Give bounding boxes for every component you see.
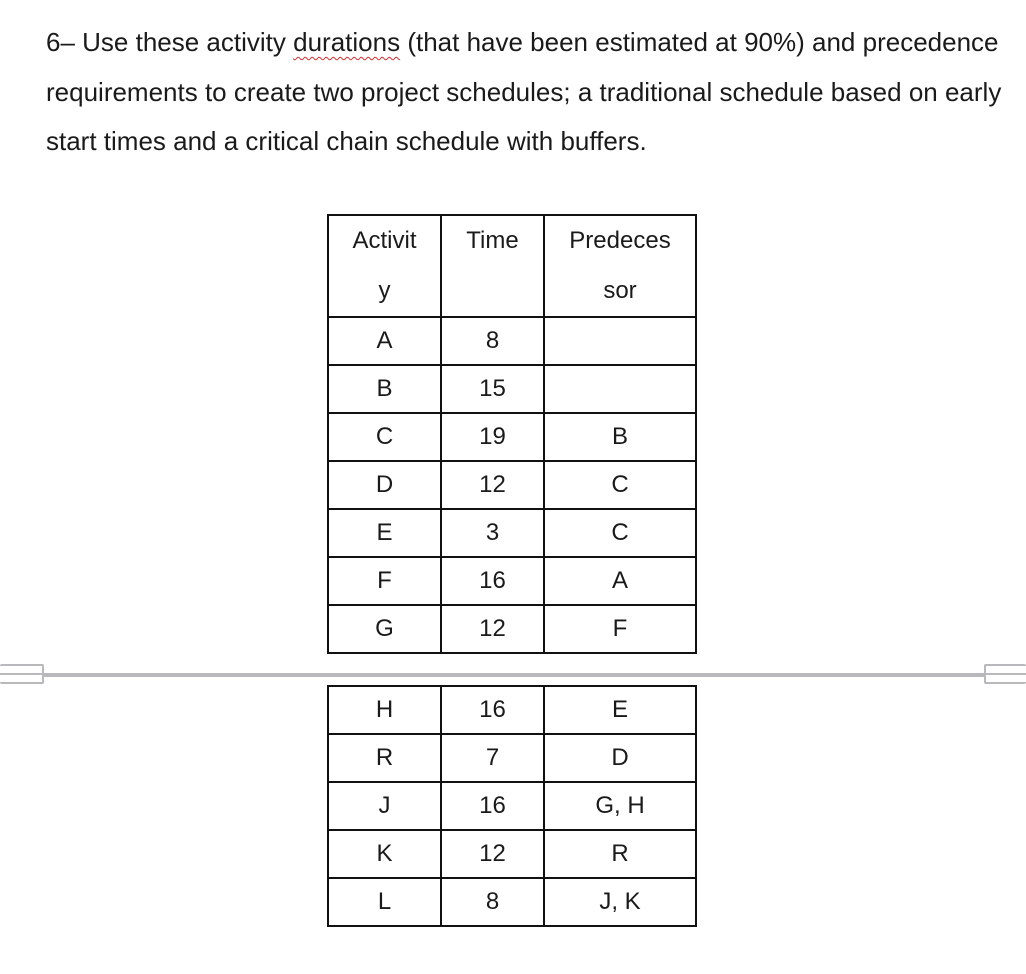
cell-activity: B (328, 365, 441, 413)
cell-time: 12 (441, 830, 544, 878)
cell-time: 12 (441, 605, 544, 653)
cell-time: 16 (441, 557, 544, 605)
table-row (328, 557, 696, 605)
activity-table-page1 (327, 214, 697, 654)
cell-activity: G (328, 605, 441, 653)
question-part1: 6– Use these activity (46, 27, 294, 57)
cell-predecessor: J, K (544, 878, 696, 926)
cell-activity: F (328, 557, 441, 605)
cell-time: 8 (441, 317, 544, 365)
cell-time: 15 (441, 365, 544, 413)
cell-predecessor (544, 317, 696, 365)
header-predecessor-line1: Predeces (569, 227, 671, 254)
table-row (328, 830, 696, 878)
cell-time: 3 (441, 509, 544, 557)
cell-time: 12 (441, 461, 544, 509)
cell-activity: E (328, 509, 441, 557)
cell-activity: H (328, 686, 441, 734)
cell-predecessor: C (544, 461, 696, 509)
cell-time: 7 (441, 734, 544, 782)
cell-activity: K (328, 830, 441, 878)
table-row (328, 317, 696, 365)
table-row (328, 782, 696, 830)
header-predecessor-line2: sor (603, 277, 637, 304)
header-activity (328, 215, 441, 317)
activity-table-page2 (327, 685, 697, 927)
cell-predecessor: E (544, 686, 696, 734)
cell-predecessor: D (544, 734, 696, 782)
cell-time: 8 (441, 878, 544, 926)
right-margin-marker (984, 664, 1026, 684)
cell-predecessor (544, 365, 696, 413)
table-header-row (328, 215, 696, 317)
header-activity-line1: Activit (352, 227, 417, 254)
table-row (328, 413, 696, 461)
cell-time: 16 (441, 782, 544, 830)
table-row (328, 461, 696, 509)
header-activity-line2: y (378, 277, 391, 304)
cell-time: 19 (441, 413, 544, 461)
table-row (328, 878, 696, 926)
cell-predecessor: G, H (544, 782, 696, 830)
table-row (328, 365, 696, 413)
question-part2: (that have been estimated at 90%) and precedence requirements to create two project schedules; a traditional schedule based on early start times and a critical chain schedule with buffers. (46, 27, 1002, 156)
table-row (328, 734, 696, 782)
cell-activity: J (328, 782, 441, 830)
question-text (46, 18, 1006, 167)
header-time (441, 215, 544, 317)
page-break-line (0, 673, 1026, 677)
cell-predecessor: C (544, 509, 696, 557)
cell-activity: C (328, 413, 441, 461)
table-row (328, 605, 696, 653)
cell-activity: L (328, 878, 441, 926)
spellcheck-flagged-word[interactable]: durations (293, 27, 401, 57)
cell-predecessor: A (544, 557, 696, 605)
cell-activity: R (328, 734, 441, 782)
header-time-label: Time (466, 227, 519, 254)
cell-predecessor: R (544, 830, 696, 878)
header-predecessor (544, 215, 696, 317)
cell-predecessor: F (544, 605, 696, 653)
cell-activity: A (328, 317, 441, 365)
table-row (328, 509, 696, 557)
cell-activity: D (328, 461, 441, 509)
cell-time: 16 (441, 686, 544, 734)
table-row (328, 686, 696, 734)
cell-predecessor: B (544, 413, 696, 461)
left-margin-marker (0, 664, 44, 684)
